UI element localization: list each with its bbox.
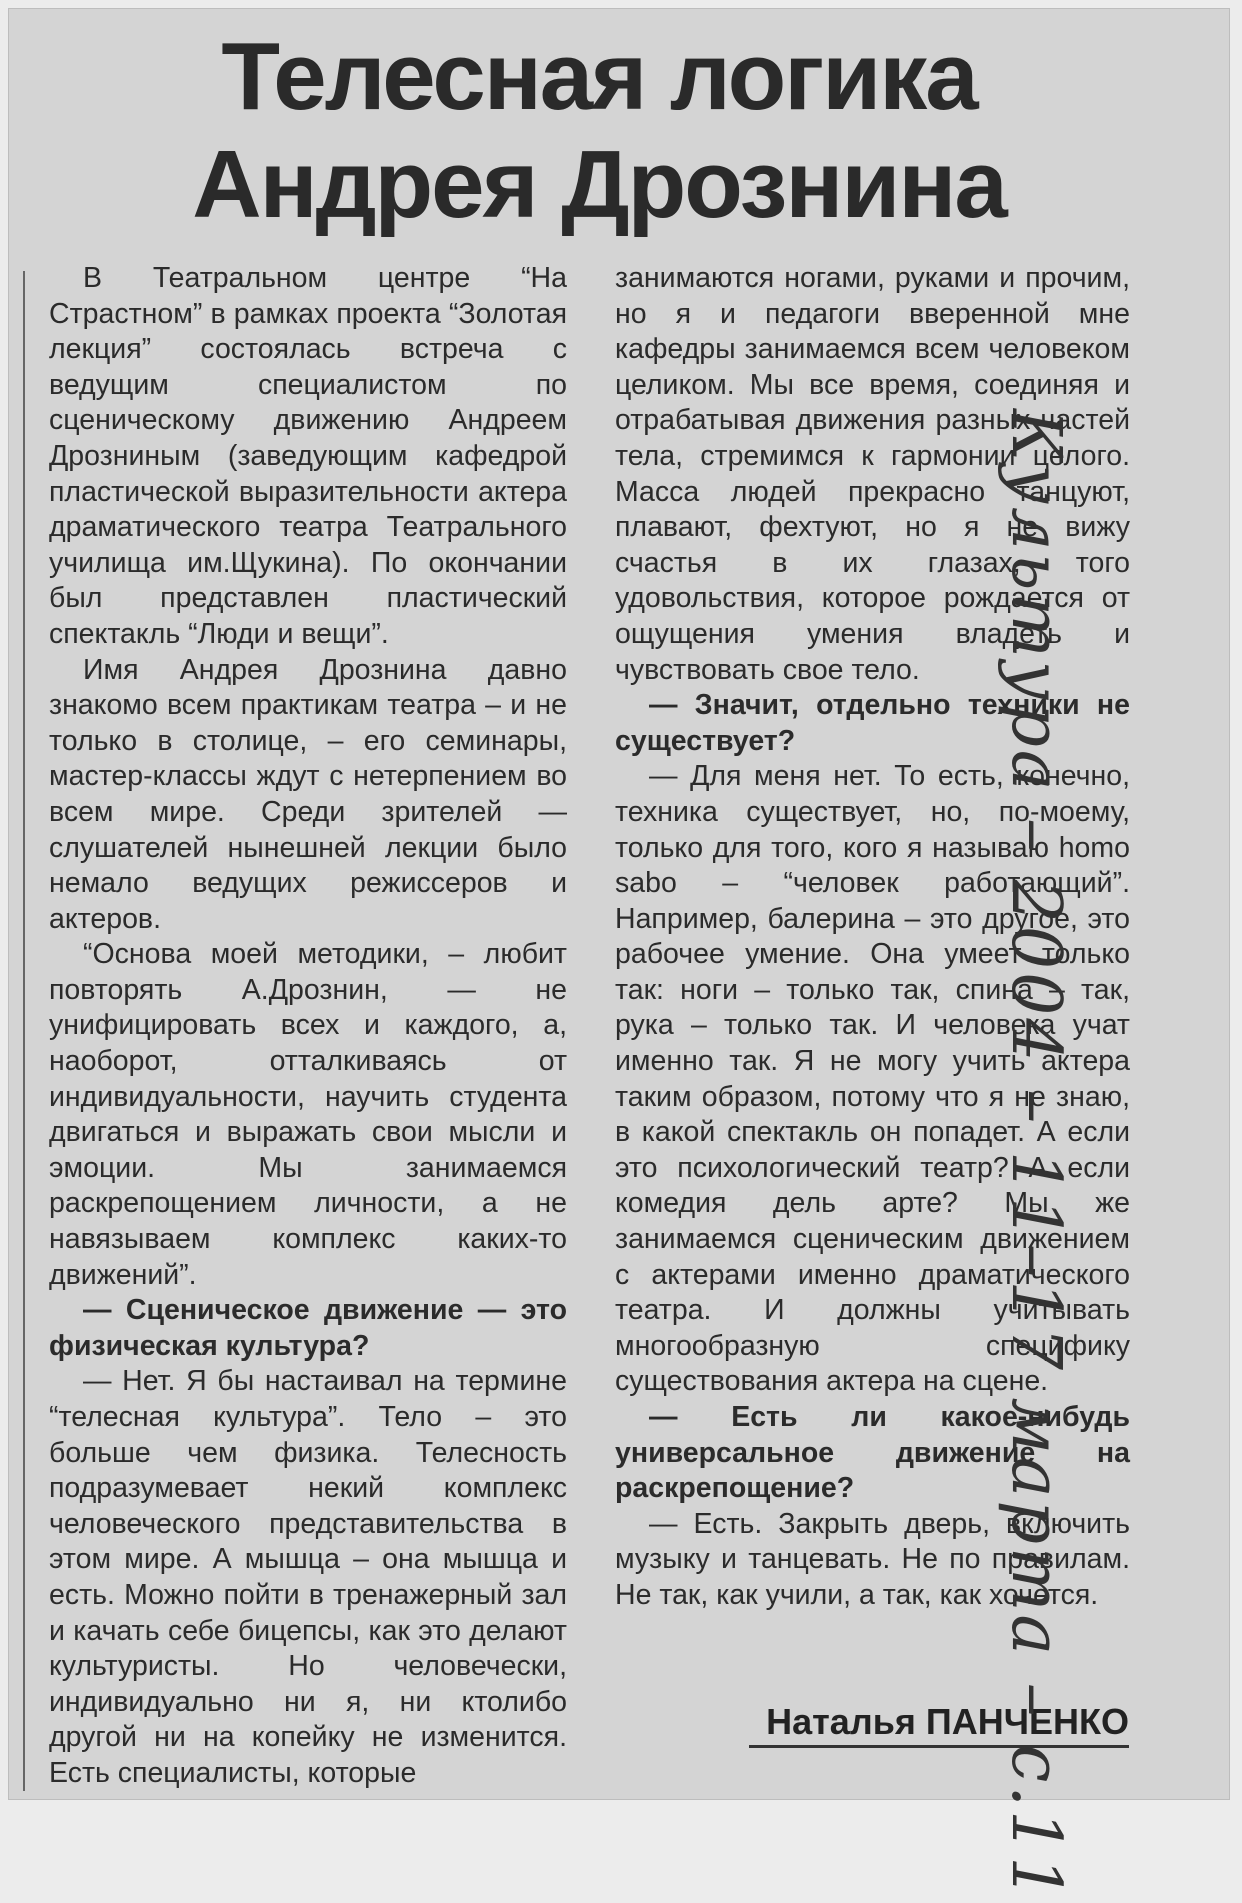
paragraph: — Нет. Я бы настаивал на термине “телесная культура”. Тело – это больше чем физика. Телесность подразумевает некий комплекс человеческого представительства в этом мире. А мышца – она мышца и есть. Можно пойти в тренажерный зал и качать себе бицепсы, как это делают культуристы. Но человечески, индивидуально ни я, ни ктолибо другой ни на копейку не изменится. Есть специалисты, которые xyxy=(49,1365,567,1789)
interview-question: — Значит, отдельно техники не существует? xyxy=(615,689,1130,757)
column-rule xyxy=(23,271,25,1791)
left-column xyxy=(49,261,567,1792)
interview-question: — Сценическое движение — это физическая культура? xyxy=(49,1294,567,1362)
headline-line-1: Телесная логика xyxy=(221,23,977,130)
author-signature: Наталья ПАНЧЕНКО xyxy=(749,1701,1129,1748)
article-headline xyxy=(129,23,1069,239)
headline-line-2: Андрея Дрознина xyxy=(192,131,1006,238)
paragraph: Имя Андрея Дрознина давно знакомо всем практикам театра – и не только в столице, – его семинары, мастер-классы ждут с нетерпением во всем мире. Среди зрителей — слушателей нынешней лекции было немало ведущих режиссеров и актеров. xyxy=(49,653,567,935)
paragraph: — Для меня нет. То есть, конечно, техника существует, но, по-моему, только для того, кого я называю homo sabo – “человек работающий”. Например, балерина – это другое, это рабочее умение. Она умеет только так: ноги – только так, спина – так, рука – только так. И человека учат именно так. Я не могу учить актера таким образом, потому что я не знаю, в какой спектакль он попадет. А если это психологический театр? А если комедия дель арте? Мы же занимаемся сценическим движением с актерами именно драматического театра. И должны учитывать многообразную специфику существования актера на сцене. xyxy=(615,760,1130,1398)
interview-question: — Есть ли какое-нибудь универсальное движение на раскрепощение? xyxy=(615,1401,1130,1505)
handwritten-note: Культура – 2004 – 11–17 марта – с.11 xyxy=(996,409,1075,1903)
newspaper-clipping xyxy=(8,8,1230,1903)
paragraph: — Есть. Закрыть дверь, включить музыку и танцевать. Не по правилам. Не так, как учили, а так, как хочется. xyxy=(615,1507,1130,1611)
paragraph: занимаются ногами, руками и прочим, но я и педагоги вверенной мне кафедры занимаемся всем человеком целиком. Мы все время, соединяя и отрабатывая движения разных частей тела, стремимся к гармонии целого. Масса людей прекрасно танцуют, плавают, фехтуют, но я не вижу счастья в их глазах, того удовольствия, которое рождается от ощущения умения владеть и чувствовать свое тело. xyxy=(615,262,1130,686)
paragraph: В Театральном центре “На Страстном” в рамках проекта “Золотая лекция” состоялась встреча с ведущим специалистом по сценическому движению Андреем Дрозниным (заведующим кафедрой пластической выразительности актера драматического театра Театрального училища им.Щукина). По окончании был представлен пластический спектакль “Люди и вещи”. xyxy=(49,262,567,650)
paragraph: “Основа моей методики, – любит повторять А.Дрознин, — не унифицировать всех и каждого, а, наоборот, отталкиваясь от индивидуальности, научить студента двигаться и выражать свои мысли и эмоции. Мы занимаемся раскрепощением личности, а не навязываем комплекс каких-то движений”. xyxy=(49,938,567,1291)
